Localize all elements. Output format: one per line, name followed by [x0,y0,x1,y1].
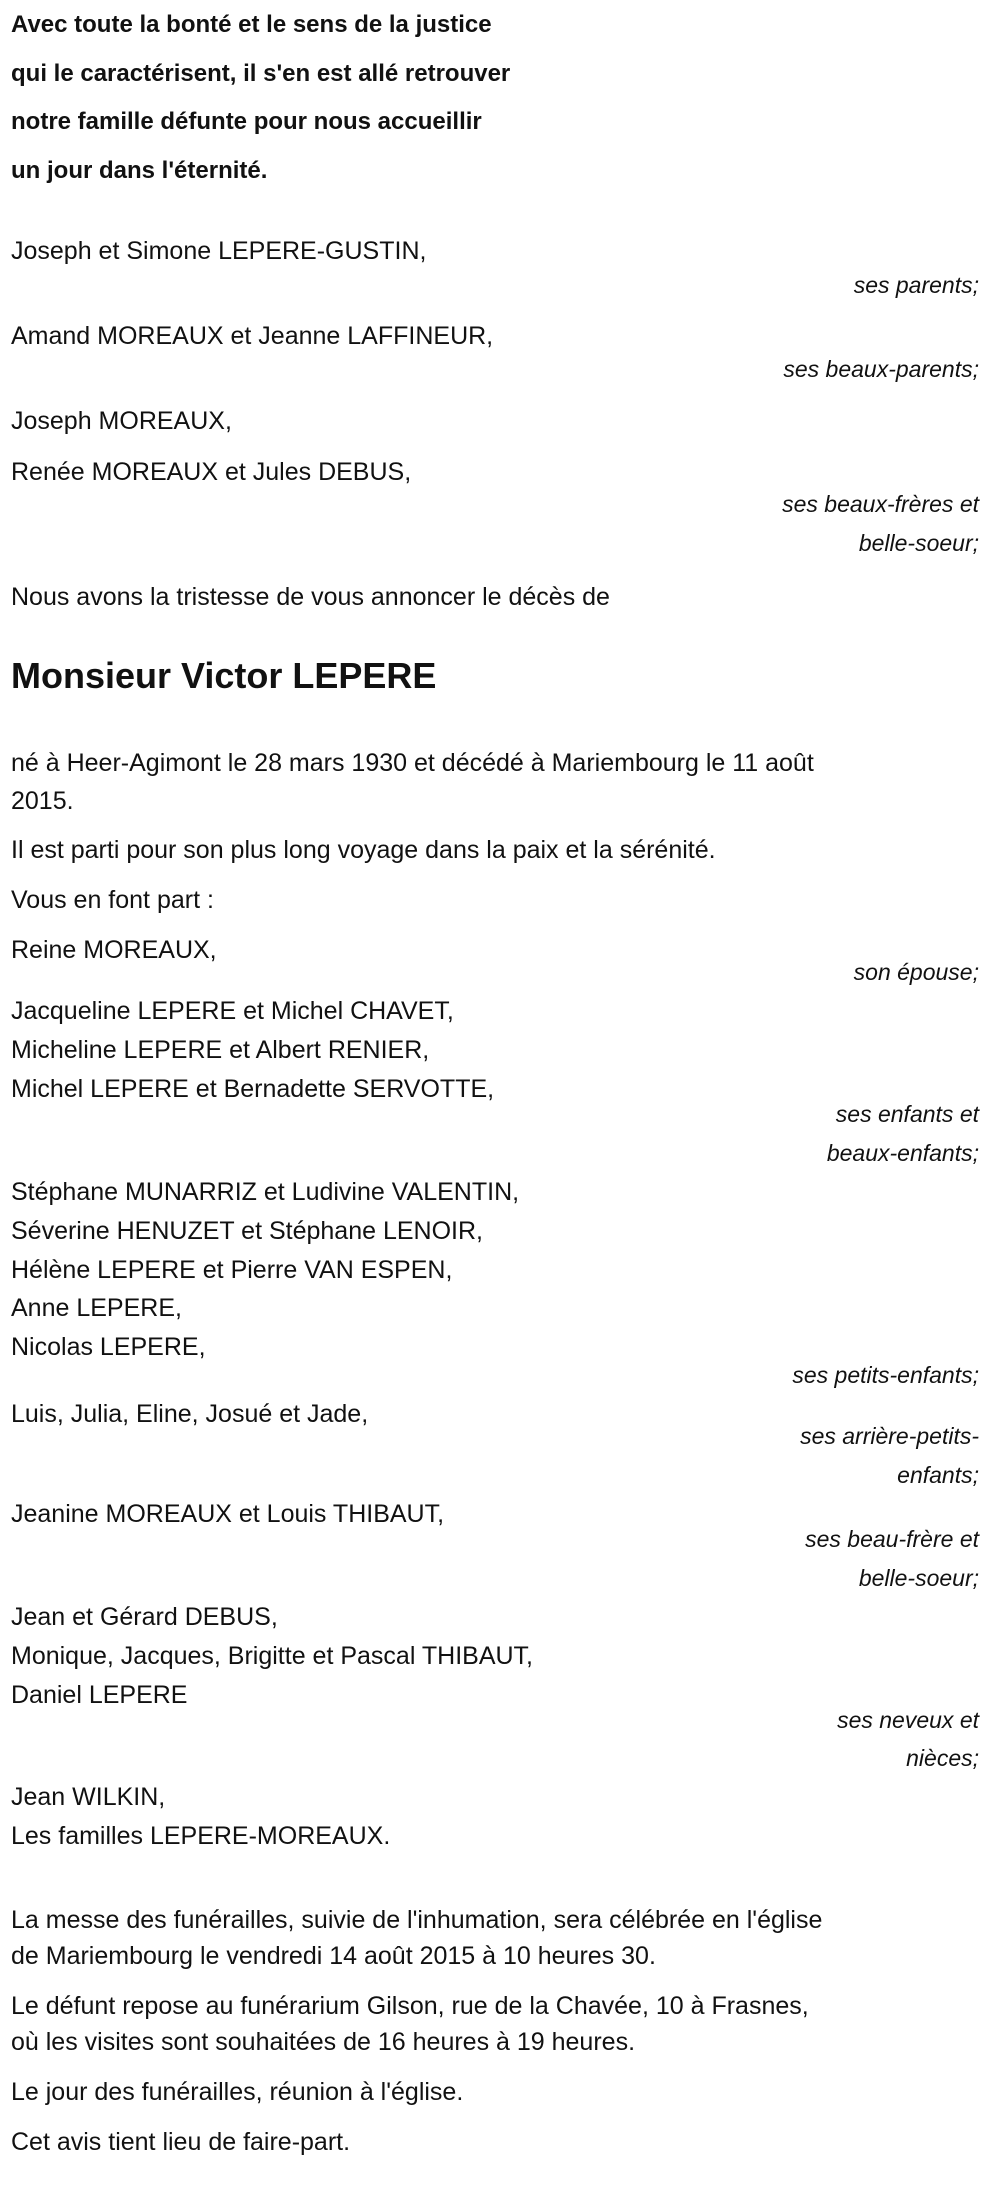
family-relation: ses neveux et [837,1707,979,1733]
family-name: Luis, Julia, Eline, Josué et Jade, [11,1400,369,1428]
birth-death-line: né à Heer-Agimont le 28 mars 1930 et décédé à Mariembourg le 11 août [11,749,814,777]
family-relation: ses arrière-petits- [800,1423,979,1449]
family-name: Jeanine MOREAUX et Louis THIBAUT, [11,1500,445,1528]
family-name: Micheline LEPERE et Albert RENIER, [11,1036,430,1064]
family-relation: son épouse; [853,959,979,985]
family-name: Jean et Gérard DEBUS, [11,1603,278,1631]
family-name: Jacqueline LEPERE et Michel CHAVET, [11,997,454,1025]
family-name: Michel LEPERE et Bernadette SERVOTTE, [11,1075,495,1103]
funeral-info-line: La messe des funérailles, suivie de l'inhumation, sera célébrée en l'église [11,1906,823,1934]
family-relation: ses beaux-frères et [782,491,979,517]
detail-line: Il est parti pour son plus long voyage dans la paix et la sérénité. [11,836,716,864]
family-name: Monique, Jacques, Brigitte et Pascal THIBAUT, [11,1642,533,1670]
announcement: Nous avons la tristesse de vous annoncer le décès de [11,583,610,611]
family-name: Jean WILKIN, [11,1783,166,1811]
intro-line: un jour dans l'éternité. [11,157,268,184]
detail-line: Vous en font part : [11,886,214,914]
closing-line: Cet avis tient lieu de faire-part. [11,2128,351,2156]
intro-line: notre famille défunte pour nous accueillir [11,108,482,135]
family-relation: ses beau-frère et [805,1526,979,1552]
family-name: Renée MOREAUX et Jules DEBUS, [11,458,412,486]
family-name: Amand MOREAUX et Jeanne LAFFINEUR, [11,322,494,350]
deceased-name: Monsieur Victor LEPERE [11,655,437,696]
family-relation: ses petits-enfants; [792,1362,979,1388]
family-name: Nicolas LEPERE, [11,1333,206,1361]
family-relation: belle-soeur; [858,1565,979,1591]
family-name: Joseph et Simone LEPERE-GUSTIN, [11,237,427,265]
intro-line: Avec toute la bonté et le sens de la justice [11,11,492,38]
meeting-info-line: Le jour des funérailles, réunion à l'église. [11,2078,464,2106]
family-name: Anne LEPERE, [11,1294,182,1322]
family-relation: enfants; [897,1462,979,1488]
intro-line: qui le caractérisent, il s'en est allé retrouver [11,60,511,87]
funeral-info-line: de Mariembourg le vendredi 14 août 2015 à 10 heures 30. [11,1942,656,1970]
family-relation: ses parents; [853,272,979,298]
family-name: Hélène LEPERE et Pierre VAN ESPEN, [11,1256,453,1284]
birth-death-line: 2015. [11,787,74,815]
family-name: Daniel LEPERE [11,1681,188,1709]
family-name: Joseph MOREAUX, [11,407,232,435]
family-relation: nièces; [906,1745,979,1771]
family-name: Stéphane MUNARRIZ et Ludivine VALENTIN, [11,1178,520,1206]
family-name: Les familles LEPERE-MOREAUX. [11,1822,391,1850]
family-relation: ses enfants et [835,1101,979,1127]
family-name: Séverine HENUZET et Stéphane LENOIR, [11,1217,483,1245]
family-relation: belle-soeur; [858,530,979,556]
family-relation: beaux-enfants; [826,1140,979,1166]
visitation-info-line: où les visites sont souhaitées de 16 heures à 19 heures. [11,2028,636,2056]
family-relation: ses beaux-parents; [783,356,979,382]
visitation-info-line: Le défunt repose au funérarium Gilson, rue de la Chavée, 10 à Frasnes, [11,1992,809,2020]
family-name: Reine MOREAUX, [11,936,217,964]
